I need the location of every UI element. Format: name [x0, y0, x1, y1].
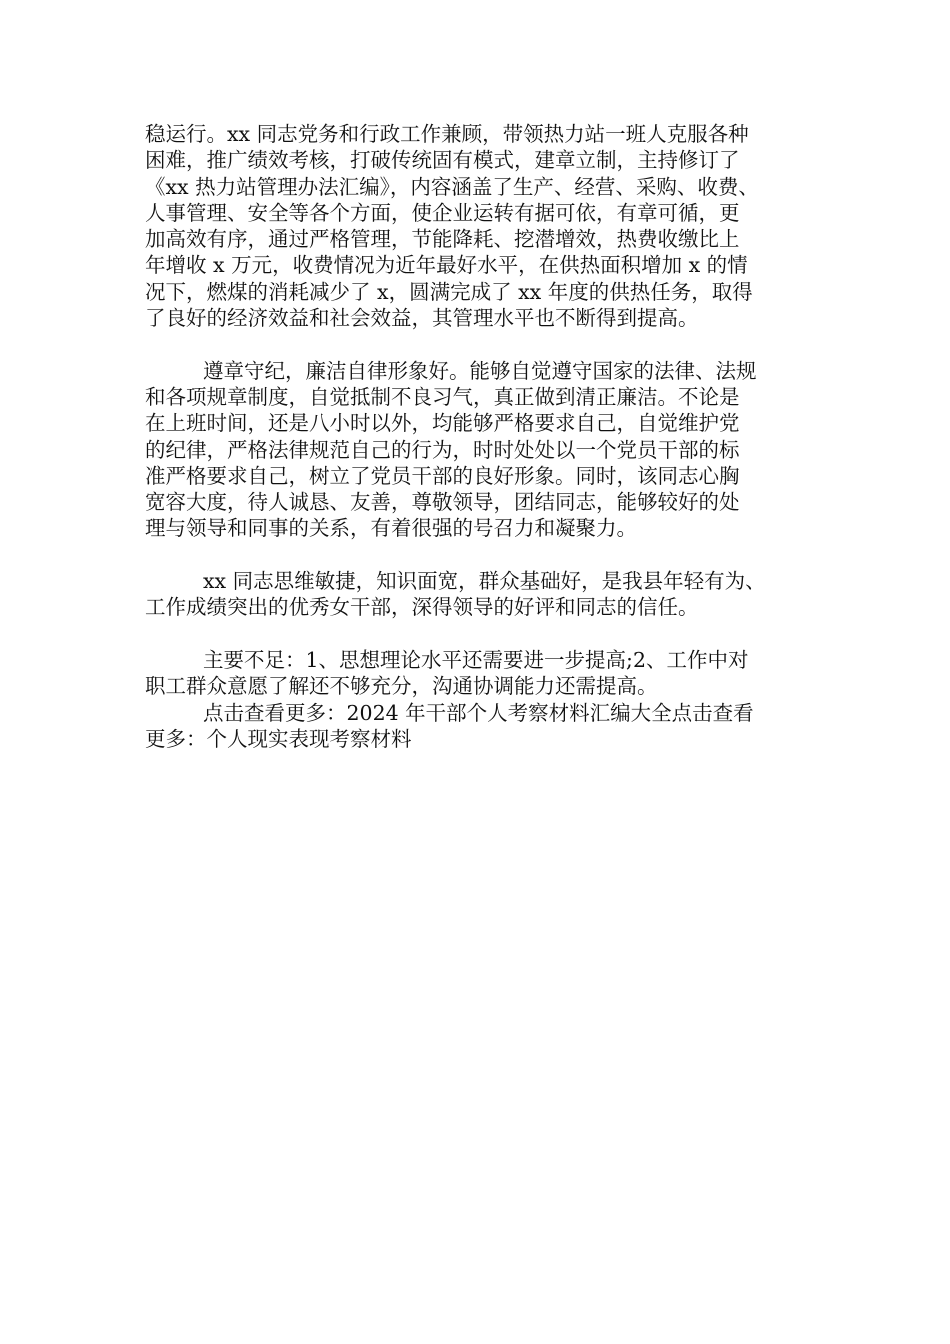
paragraph-operations	[145, 121, 825, 331]
paragraph-line: 准严格要求自己，树立了党员干部的良好形象。同时，该同志心胸	[145, 463, 740, 488]
paragraph-line: 在上班时间，还是八小时以外，均能够严格要求自己，自觉维护党	[145, 411, 740, 436]
paragraph-line: 和各项规章制度，自觉抵制不良习气，真正做到清正廉洁。不论是	[145, 384, 740, 409]
paragraph-line: 稳运行。xx 同志党务和行政工作兼顾，带领热力站一班人克服各种	[145, 122, 749, 146]
paragraph-line: 主要不足：1、思想理论水平还需要进一步提高;2、工作中对	[203, 647, 749, 672]
paragraph-line: 《xx 热力站管理办法汇编》，内容涵盖了生产、经营、采购、收费、	[145, 174, 759, 199]
paragraph-line: 加高效有序，通过严格管理，节能降耗、挖潜增效，热费收缴比上	[145, 227, 740, 252]
paragraph-line: 困难，推广绩效考核，打破传统固有模式，建章立制，主持修订了	[145, 148, 740, 173]
paragraph-line: 的纪律，严格法律规范自己的行为，时时处处以一个党员干部的标	[145, 437, 740, 462]
paragraph-line: 况下，燃煤的消耗减少了 x，圆满完成了 xx 年度的供热任务，取得	[145, 279, 753, 304]
document-body	[145, 121, 825, 752]
more-link-paragraph[interactable]	[145, 700, 825, 753]
paragraph-line: 职工群众意愿了解还不够充分，沟通协调能力还需提高。	[145, 674, 658, 699]
paragraph-line: 遵章守纪，廉洁自律形象好。能够自觉遵守国家的法律、法规	[203, 358, 757, 383]
paragraph-line: 年增收 x 万元，收费情况为近年最好水平，在供热面积增加 x 的情	[145, 253, 748, 278]
paragraph-discipline	[145, 358, 825, 542]
paragraph-line: 了良好的经济效益和社会效益，其管理水平也不断得到提高。	[145, 306, 699, 331]
paragraph-line: 人事管理、安全等各个方面，使企业运转有据可依，有章可循，更	[145, 200, 740, 225]
paragraph-shortcomings	[145, 647, 825, 700]
paragraph-line: xx 同志思维敏捷，知识面宽，群众基础好，是我县年轻有为、	[203, 569, 766, 594]
more-link-text[interactable]: 点击查看更多：2024 年干部个人考察材料汇编大全点击查看	[203, 700, 754, 725]
paragraph-spacer	[145, 621, 825, 647]
paragraph-line: 理与领导和同事的关系，有着很强的号召力和凝聚力。	[145, 516, 637, 541]
paragraph-line: 工作成绩突出的优秀女干部，深得领导的好评和同志的信任。	[145, 595, 699, 620]
more-link-text[interactable]: 更多：个人现实表现考察材料	[145, 726, 412, 751]
paragraph-evaluation	[145, 568, 825, 621]
paragraph-line: 宽容大度，待人诚恳、友善，尊敬领导，团结同志，能够较好的处	[145, 490, 740, 515]
paragraph-spacer	[145, 542, 825, 568]
paragraph-spacer	[145, 331, 825, 357]
